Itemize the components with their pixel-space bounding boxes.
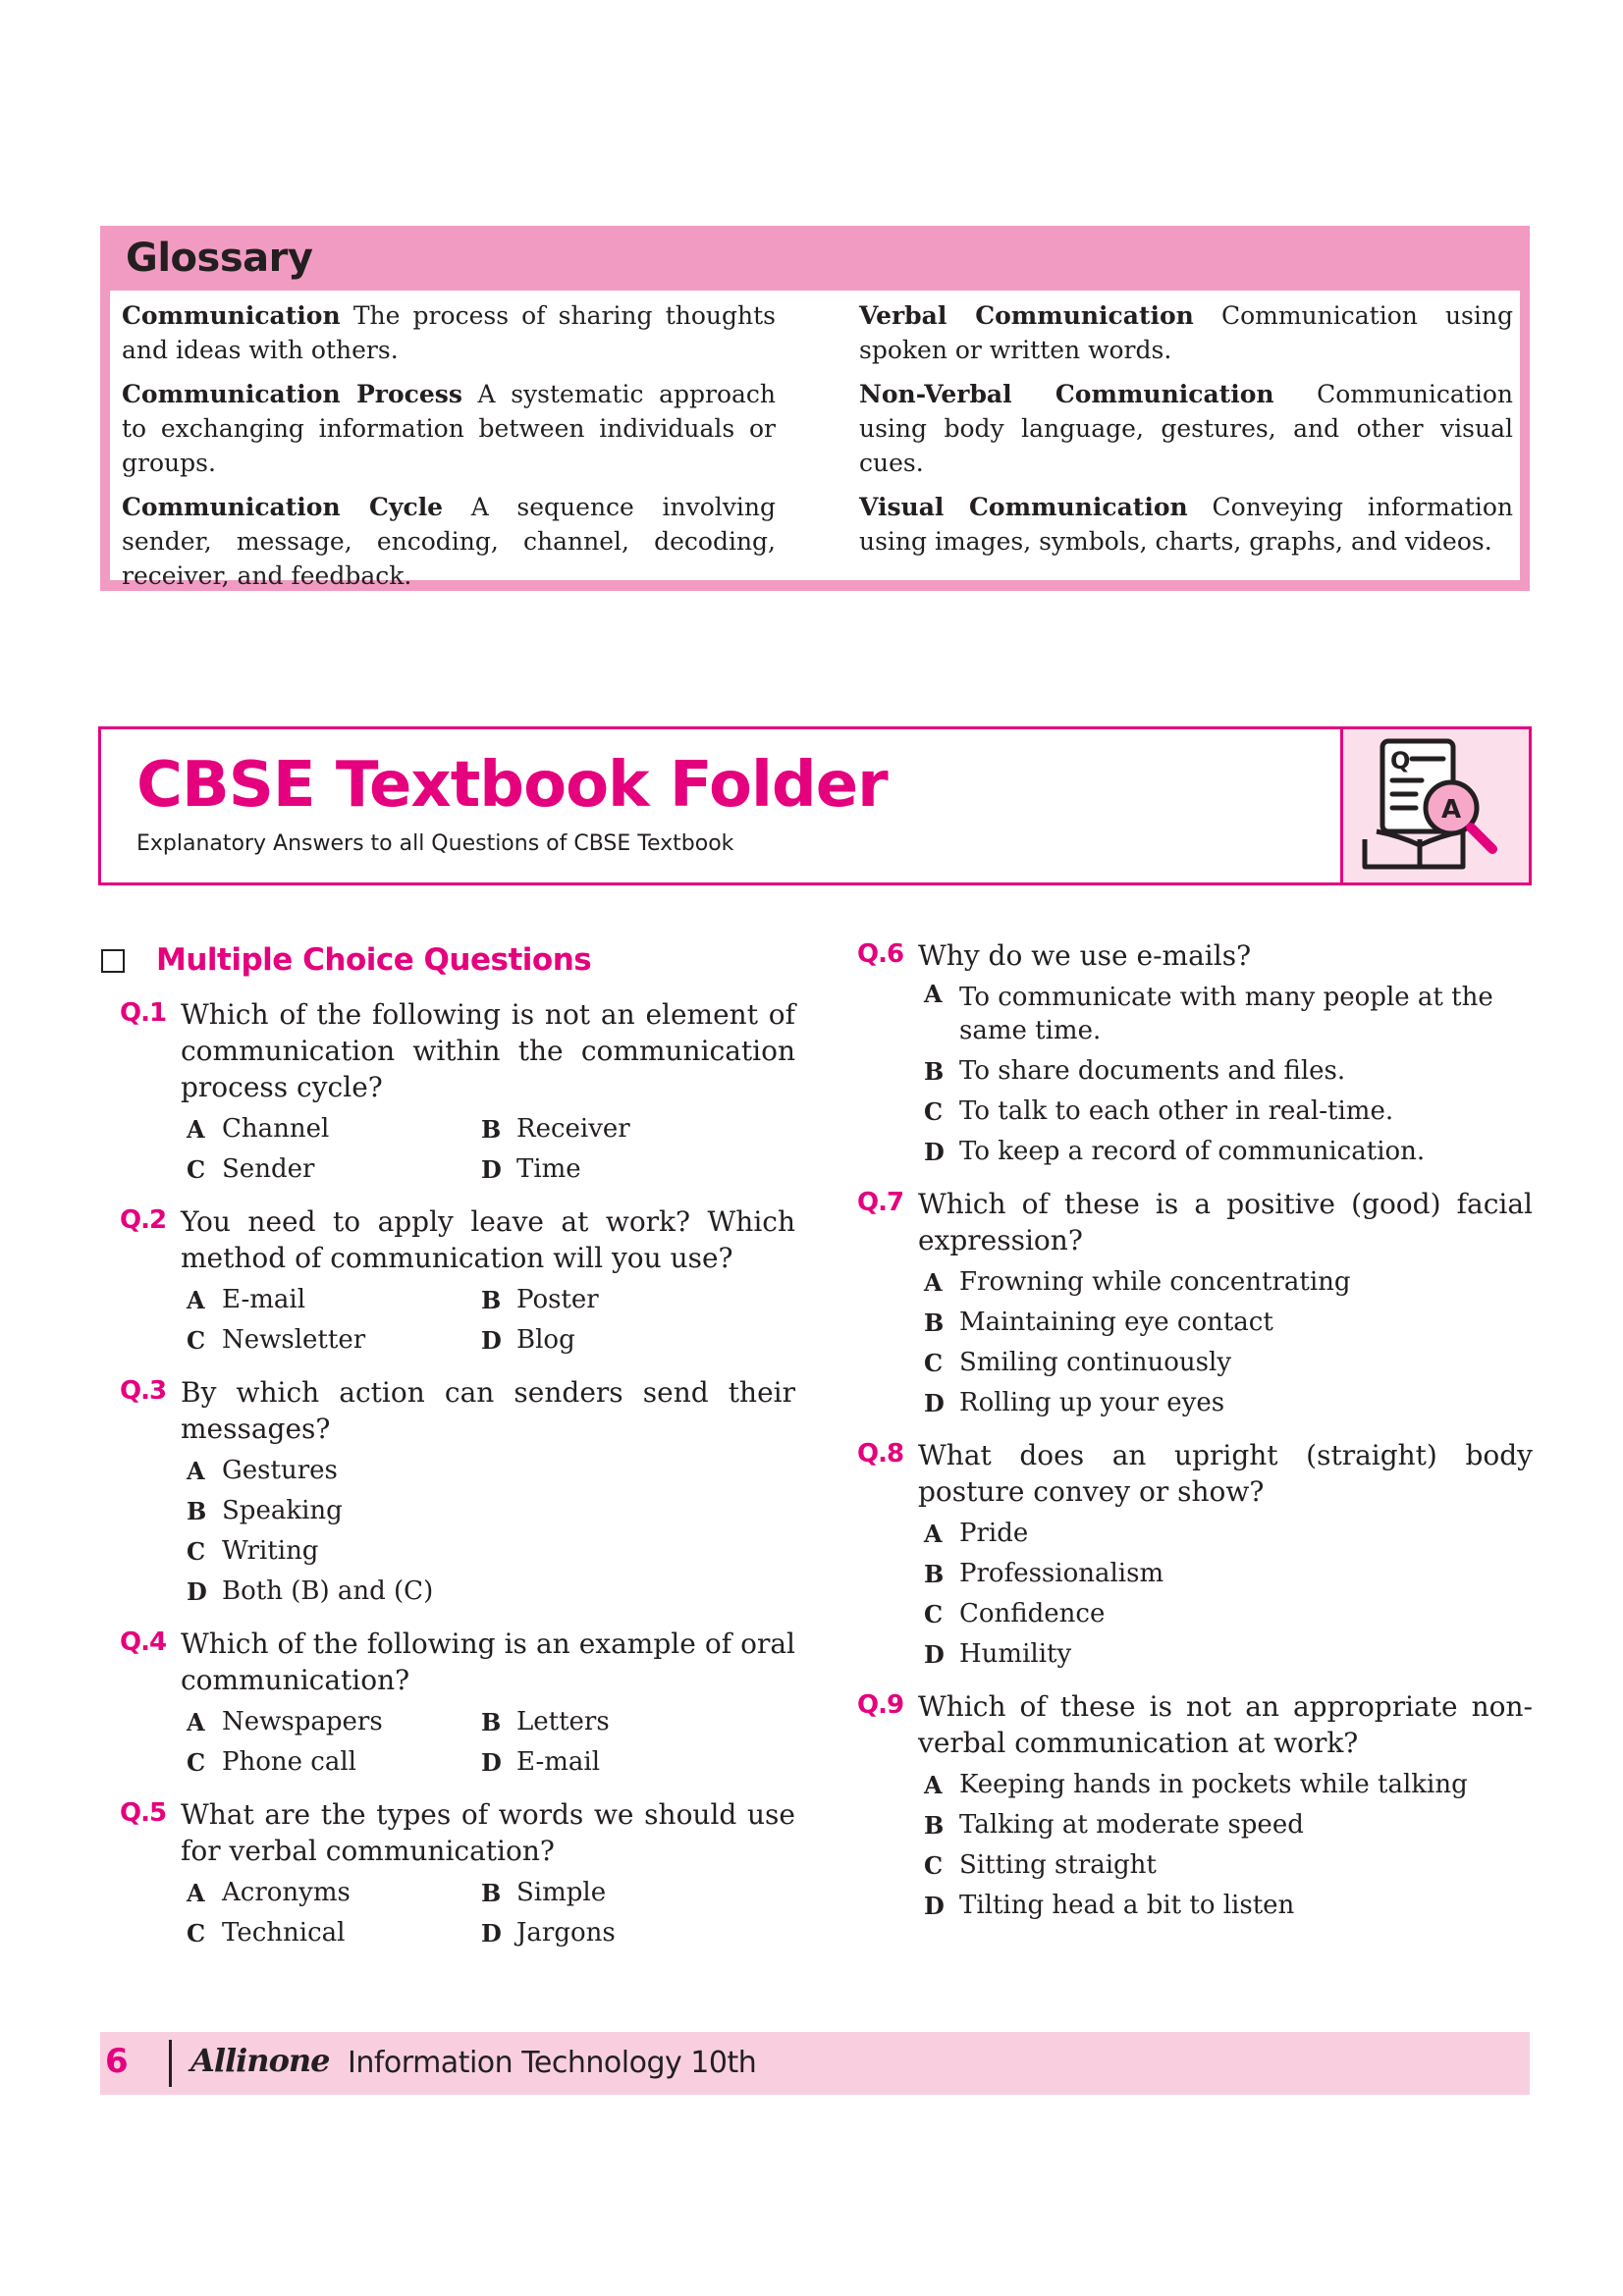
- option-letter: B: [924, 1308, 945, 1337]
- option-letter: C: [924, 1851, 944, 1880]
- option-text: Channel: [222, 1114, 330, 1144]
- glossary-term: Non-Verbal Communication: [859, 380, 1274, 408]
- glossary-body: [110, 291, 1520, 590]
- option-item: [924, 1262, 1533, 1303]
- glossary-entry: [859, 490, 1513, 559]
- option-text: Speaking: [222, 1496, 343, 1525]
- banner-subtitle: Explanatory Answers to all Questions of CBSE Textbook: [136, 831, 734, 856]
- glossary-right-column: [859, 298, 1513, 568]
- icon-a-letter: A: [1441, 795, 1462, 825]
- option-letter: A: [187, 1286, 205, 1314]
- question-number: Q.7: [857, 1188, 904, 1217]
- options-list: [187, 1109, 795, 1190]
- page-number: 6: [105, 2042, 129, 2081]
- question-text: What are the types of words we should use for verbal communication?: [181, 1798, 795, 1867]
- option-text: Tilting head a bit to listen: [959, 1891, 1295, 1920]
- question-number: Q.3: [120, 1376, 167, 1406]
- glossary-term: Visual Communication: [859, 493, 1188, 521]
- options-list: [187, 1702, 795, 1783]
- question-text: Which of these is a positive (good) facial expression?: [918, 1188, 1533, 1256]
- option-item: [481, 1149, 776, 1190]
- option-letter: C: [187, 1748, 206, 1777]
- question-text: Which of the following is an example of oral communication?: [181, 1628, 795, 1696]
- question-number: Q.8: [857, 1439, 904, 1468]
- option-text: To share documents and files.: [959, 1056, 1346, 1086]
- option-item: [924, 1634, 1533, 1675]
- glossary-definition: Communication using spoken or written words.: [859, 301, 1513, 364]
- option-letter: D: [924, 1640, 945, 1669]
- glossary-box: [100, 226, 1530, 591]
- option-text: E-mail: [516, 1747, 601, 1777]
- option-text: Receiver: [516, 1114, 630, 1144]
- section-title: Multiple Choice Questions: [156, 942, 592, 978]
- option-text: Simple: [516, 1878, 607, 1907]
- brand-logo: Allinone: [190, 2042, 330, 2079]
- option-text: Keeping hands in pockets while talking: [959, 1770, 1468, 1799]
- option-letter: B: [481, 1708, 502, 1736]
- question-item: [120, 996, 795, 1190]
- option-letter: C: [187, 1919, 206, 1948]
- question-item: [857, 937, 1533, 1172]
- option-item: [924, 1303, 1533, 1343]
- option-letter: D: [924, 1892, 945, 1920]
- option-letter: C: [924, 1349, 944, 1377]
- option-letter: B: [924, 1811, 945, 1840]
- question-text: By which action can senders send their messages?: [181, 1376, 795, 1445]
- cbse-banner: [98, 726, 1532, 885]
- questions-right-column: [857, 937, 1533, 1940]
- glossary-term: Communication Cycle: [122, 493, 444, 521]
- option-letter: C: [187, 1537, 206, 1566]
- option-item: [187, 1873, 481, 1913]
- qa-magnifier-icon: [1343, 729, 1529, 882]
- option-item: [481, 1873, 776, 1913]
- banner-icon-panel: [1340, 729, 1529, 882]
- question-text: Which of the following is not an element of communication within the communication process cycle?: [181, 998, 795, 1103]
- option-letter: C: [187, 1155, 206, 1184]
- options-list: [924, 1262, 1533, 1423]
- option-item: [924, 1554, 1533, 1594]
- glossary-entry: [122, 490, 776, 593]
- question-item: [120, 1374, 795, 1612]
- question-number: Q.6: [857, 939, 904, 969]
- glossary-definition: Communication using body language, gestures, and other visual cues.: [859, 380, 1513, 477]
- option-item: [924, 1343, 1533, 1383]
- option-letter: A: [924, 980, 943, 1008]
- option-text: Poster: [516, 1285, 599, 1314]
- options-list: [924, 1514, 1533, 1675]
- option-item: [481, 1702, 776, 1742]
- footer-divider: [169, 2040, 172, 2087]
- option-text: To communicate with many people at the same time.: [959, 983, 1493, 1045]
- option-item: [924, 1132, 1533, 1172]
- question-text: You need to apply leave at work? Which method of communication will you use?: [181, 1205, 795, 1274]
- option-letter: A: [924, 1268, 943, 1297]
- option-letter: B: [481, 1115, 502, 1144]
- option-item: [924, 1886, 1533, 1926]
- option-text: Writing: [222, 1536, 319, 1566]
- option-letter: A: [924, 1520, 943, 1548]
- option-item: [187, 1109, 481, 1149]
- option-letter: A: [187, 1879, 205, 1907]
- glossary-entry: [122, 298, 776, 367]
- option-item: [481, 1320, 776, 1361]
- option-text: Talking at moderate speed: [959, 1810, 1304, 1840]
- option-text: Letters: [516, 1707, 610, 1736]
- option-item: [187, 1572, 795, 1612]
- option-letter: D: [481, 1919, 502, 1948]
- option-text: Newsletter: [222, 1325, 366, 1355]
- question-item: [120, 1796, 795, 1953]
- option-text: E-mail: [222, 1285, 306, 1314]
- option-letter: B: [481, 1286, 502, 1314]
- option-text: Jargons: [516, 1918, 616, 1948]
- option-text: Confidence: [959, 1599, 1106, 1629]
- option-letter: A: [187, 1115, 205, 1144]
- option-text: Sender: [222, 1154, 315, 1184]
- option-letter: A: [187, 1457, 205, 1485]
- question-number: Q.9: [857, 1690, 904, 1720]
- option-text: Both (B) and (C): [222, 1576, 434, 1606]
- option-letter: D: [481, 1155, 502, 1184]
- icon-q-letter: Q: [1390, 747, 1411, 774]
- option-text: Sitting straight: [959, 1850, 1157, 1880]
- option-text: Rolling up your eyes: [959, 1388, 1225, 1417]
- option-text: Pride: [959, 1519, 1029, 1548]
- option-text: Professionalism: [959, 1559, 1164, 1588]
- options-list: [924, 1765, 1533, 1926]
- option-item: [187, 1149, 481, 1190]
- option-letter: B: [187, 1497, 207, 1525]
- question-number: Q.4: [120, 1628, 167, 1657]
- glossary-entry: [859, 298, 1513, 367]
- question-number: Q.2: [120, 1205, 167, 1235]
- glossary-entry: [859, 377, 1513, 480]
- option-text: Blog: [516, 1325, 575, 1355]
- question-item: [120, 1626, 795, 1783]
- options-list: [187, 1873, 795, 1953]
- option-item: [187, 1913, 481, 1953]
- option-item: [481, 1913, 776, 1953]
- option-item: [481, 1280, 776, 1320]
- option-item: [187, 1531, 795, 1572]
- question-number: Q.5: [120, 1798, 167, 1828]
- questions-left-column: [120, 996, 795, 1967]
- question-item: [120, 1203, 795, 1361]
- options-list: [924, 978, 1533, 1172]
- options-list: [187, 1451, 795, 1612]
- option-text: Humility: [959, 1639, 1072, 1669]
- option-letter: A: [187, 1708, 205, 1736]
- option-letter: D: [924, 1389, 945, 1417]
- option-item: [924, 1514, 1533, 1554]
- option-text: Technical: [222, 1918, 346, 1948]
- option-item: [187, 1491, 795, 1531]
- option-item: [924, 1765, 1533, 1805]
- option-item: [924, 1383, 1533, 1423]
- question-text: What does an upright (straight) body posture convey or show?: [918, 1439, 1533, 1508]
- question-item: [857, 1186, 1533, 1423]
- section-checkbox-icon: [101, 949, 125, 973]
- glossary-title: Glossary: [126, 236, 313, 281]
- option-item: [187, 1702, 481, 1742]
- option-text: Smiling continuously: [959, 1348, 1232, 1377]
- option-letter: B: [481, 1879, 502, 1907]
- option-item: [924, 1092, 1533, 1132]
- option-letter: A: [924, 1771, 943, 1799]
- option-text: Frowning while concentrating: [959, 1267, 1351, 1297]
- options-list: [187, 1280, 795, 1361]
- option-letter: C: [924, 1097, 944, 1126]
- question-number: Q.1: [120, 998, 167, 1028]
- glossary-term: Communication: [122, 301, 341, 330]
- option-text: Time: [516, 1154, 581, 1184]
- question-item: [857, 1688, 1533, 1926]
- glossary-entry: [122, 377, 776, 480]
- option-text: To talk to each other in real-time.: [959, 1096, 1394, 1126]
- option-item: [481, 1742, 776, 1783]
- question-text: Which of these is not an appropriate non-verbal communication at work?: [918, 1690, 1533, 1759]
- glossary-term: Verbal Communication: [859, 301, 1194, 330]
- option-text: Acronyms: [222, 1878, 351, 1907]
- option-item: [187, 1451, 795, 1491]
- option-letter: D: [481, 1326, 502, 1355]
- page-footer: [100, 2032, 1530, 2095]
- option-item: [924, 1845, 1533, 1886]
- glossary-definition: A sequence involving sender, message, encoding, channel, decoding, receiver, and feedback.: [122, 493, 776, 590]
- option-text: Phone call: [222, 1747, 356, 1777]
- banner-title: CBSE Textbook Folder: [136, 749, 888, 822]
- glossary-definition: Conveying information using images, symbols, charts, graphs, and videos.: [859, 493, 1513, 556]
- option-text: Newspapers: [222, 1707, 383, 1736]
- option-text: To keep a record of communication.: [959, 1137, 1426, 1166]
- option-item: [187, 1320, 481, 1361]
- option-letter: D: [924, 1138, 945, 1166]
- option-letter: D: [187, 1577, 207, 1606]
- option-item: [924, 1594, 1533, 1634]
- glossary-definition: A systematic approach to exchanging information between individuals or groups.: [122, 380, 776, 477]
- option-letter: B: [924, 1057, 945, 1086]
- option-item: [924, 1051, 1533, 1092]
- option-item: [924, 1805, 1533, 1845]
- glossary-left-column: [122, 298, 776, 603]
- option-letter: C: [187, 1326, 206, 1355]
- option-item: [187, 1280, 481, 1320]
- option-letter: D: [481, 1748, 502, 1777]
- glossary-definition: The process of sharing thoughts and ideas with others.: [122, 301, 776, 364]
- option-item: [481, 1109, 776, 1149]
- book-subject: Information Technology 10th: [348, 2046, 757, 2080]
- question-item: [857, 1437, 1533, 1675]
- option-letter: C: [924, 1600, 944, 1629]
- question-text: Why do we use e-mails?: [918, 939, 1252, 972]
- option-text: Maintaining eye contact: [959, 1308, 1273, 1337]
- glossary-term: Communication Process: [122, 380, 462, 408]
- option-letter: B: [924, 1560, 945, 1588]
- option-item: [924, 978, 1533, 1051]
- option-text: Gestures: [222, 1456, 338, 1485]
- option-item: [187, 1742, 481, 1783]
